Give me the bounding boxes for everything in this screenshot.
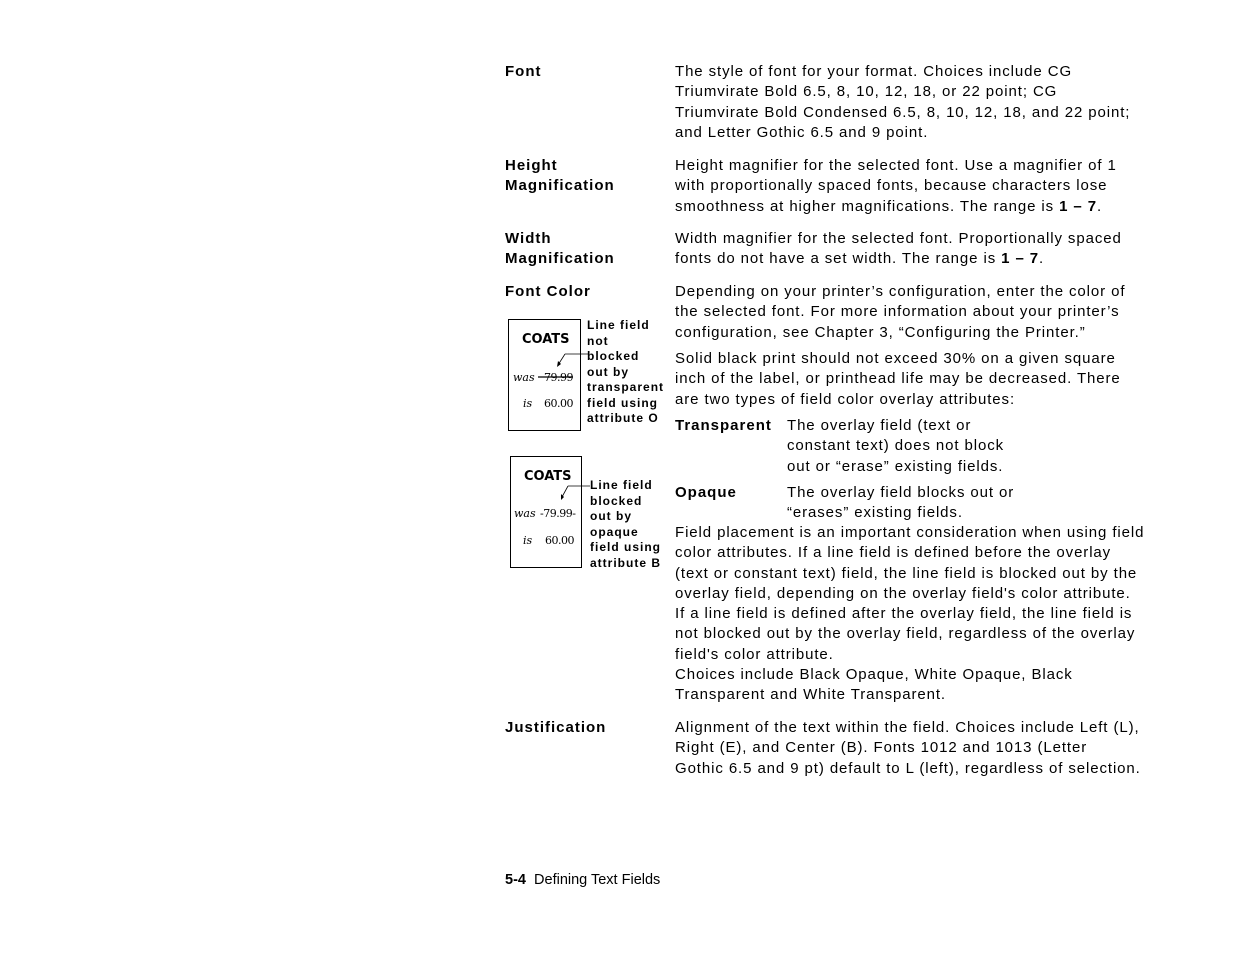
label-title: COATS	[524, 469, 572, 484]
desc-line: Triumvirate Bold 6.5, 8, 10, 12, 18, or 22 point; CG	[675, 83, 1058, 101]
desc-justification	[675, 718, 1195, 779]
desc-line: Transparent and White Transparent.	[675, 686, 947, 704]
section-title: Defining Text Fields	[534, 872, 661, 888]
desc-line	[675, 197, 1195, 217]
desc-line: overlay field, depending on the overlay field's color attribute.	[675, 584, 1131, 602]
is-value: 60.00	[544, 397, 573, 410]
desc-line: Width magnifier for the selected font. Proportionally spaced	[675, 230, 1122, 247]
desc-line: color attributes. If a line field is defined before the overlay	[675, 544, 1112, 562]
desc-text: .	[1096, 197, 1103, 215]
caption-line: out by	[587, 364, 629, 379]
desc-font	[675, 62, 1195, 143]
desc-line: with proportionally spaced fonts, because characters lose	[675, 177, 1108, 195]
desc-line: configuration, see Chapter 3, “Configuring the Printer.”	[675, 323, 1086, 341]
term-width-magnification	[505, 229, 615, 269]
line-field-overlay-opaque	[510, 456, 600, 568]
desc-line: out or “erase” existing fields.	[787, 457, 1004, 475]
term-font: Font	[505, 63, 542, 80]
desc-font-color-para2	[675, 349, 1195, 410]
was-word: was	[514, 507, 536, 520]
desc-text: fonts do not have a set width. The range is	[675, 250, 1002, 268]
caption-line: field using	[587, 395, 658, 410]
was-value: 79.99	[544, 371, 573, 384]
desc-line: The overlay field blocks out or	[787, 484, 1015, 501]
desc-line: “erases” existing fields.	[787, 504, 963, 522]
desc-line: The overlay field (text or	[787, 417, 972, 434]
desc-line: (text or constant text) field, the line field is blocked out by the	[675, 564, 1138, 582]
desc-text: .	[1039, 250, 1045, 268]
desc-text: smoothness at higher magnifications. The range is	[675, 197, 1060, 215]
caption-line: opaque	[590, 524, 639, 539]
caption-line: transparent	[587, 380, 665, 394]
is-value: 60.00	[545, 534, 574, 547]
caption-line: field using	[590, 540, 661, 554]
caption-line: not	[587, 333, 609, 348]
caption-line: attribute O	[587, 411, 659, 425]
subdesc-transparent	[787, 416, 1004, 477]
desc-line: constant text) does not block	[787, 437, 1005, 455]
label-title: COATS	[522, 332, 570, 347]
desc-width-magnification	[675, 229, 1195, 270]
desc-line: inch of the label, or printhead life may be decreased. There	[675, 370, 1121, 388]
caption-transparent	[587, 318, 664, 427]
desc-line: field's color attribute.	[675, 645, 834, 663]
term-line: Width	[505, 230, 552, 247]
desc-line: and Letter Gothic 6.5 and 9 point.	[675, 123, 929, 141]
desc-line: Field placement is an important consideration when using field	[675, 524, 1145, 541]
desc-height-magnification	[675, 156, 1195, 217]
desc-line: Triumvirate Bold Condensed 6.5, 8, 10, 12, 18, and 22 point;	[675, 103, 1131, 121]
subterm-transparent: Transparent	[675, 417, 772, 434]
desc-line: Alignment of the text within the field. Choices include Left (L),	[675, 719, 1140, 736]
desc-line: not blocked out by the overlay field, regardless of the overlay	[675, 625, 1136, 643]
desc-line: Right (E), and Center (B). Fonts 1012 and 1013 (Letter	[675, 739, 1088, 757]
caption-line: blocked	[587, 349, 640, 363]
subterm-opaque: Opaque	[675, 484, 737, 501]
subdesc-opaque	[787, 483, 1014, 524]
caption-opaque	[590, 478, 661, 571]
desc-font-color-para3	[675, 523, 1195, 706]
desc-line: Choices include Black Opaque, White Opaque, Black	[675, 666, 1073, 684]
desc-line: If a line field is defined after the overlay field, the line field is	[675, 605, 1133, 623]
term-height-magnification	[505, 156, 615, 196]
callout-leader	[562, 486, 568, 497]
desc-line	[675, 249, 1195, 269]
was-value: -79.99-	[540, 507, 576, 520]
is-word: is	[523, 534, 533, 547]
range-value: 1 – 7	[1059, 197, 1097, 215]
line-field-overlay-transparent	[508, 319, 598, 431]
term-line: Magnification	[505, 177, 615, 194]
caption-line: Line field	[590, 478, 653, 492]
desc-line: Depending on your printer’s configuration, enter the color of	[675, 283, 1126, 300]
term-justification: Justification	[505, 719, 607, 736]
term-line: Height	[505, 157, 558, 174]
desc-line: Solid black print should not exceed 30% on a given square	[675, 350, 1116, 367]
desc-line: the selected font. For more information about your printer’s	[675, 303, 1120, 321]
range-value: 1 – 7	[1001, 250, 1040, 268]
was-word: was	[513, 371, 535, 384]
desc-font-color-para1	[675, 282, 1195, 343]
caption-line: attribute B	[590, 555, 661, 570]
caption-line: out by	[590, 509, 632, 523]
page-number: 5-4	[505, 872, 526, 888]
desc-line: Height magnifier for the selected font. Use a magnifier of 1	[675, 157, 1117, 174]
page-footer	[505, 872, 660, 888]
caption-line: Line field	[587, 318, 650, 332]
caption-line: blocked	[590, 493, 643, 508]
term-font-color: Font Color	[505, 283, 591, 300]
is-word: is	[523, 397, 533, 410]
desc-line: The style of font for your format. Choices include CG	[675, 63, 1073, 80]
desc-line: are two types of field color overlay attributes:	[675, 390, 1016, 408]
desc-line: Gothic 6.5 and 9 pt) default to L (left), regardless of selection.	[675, 759, 1141, 777]
term-line: Magnification	[505, 250, 615, 267]
